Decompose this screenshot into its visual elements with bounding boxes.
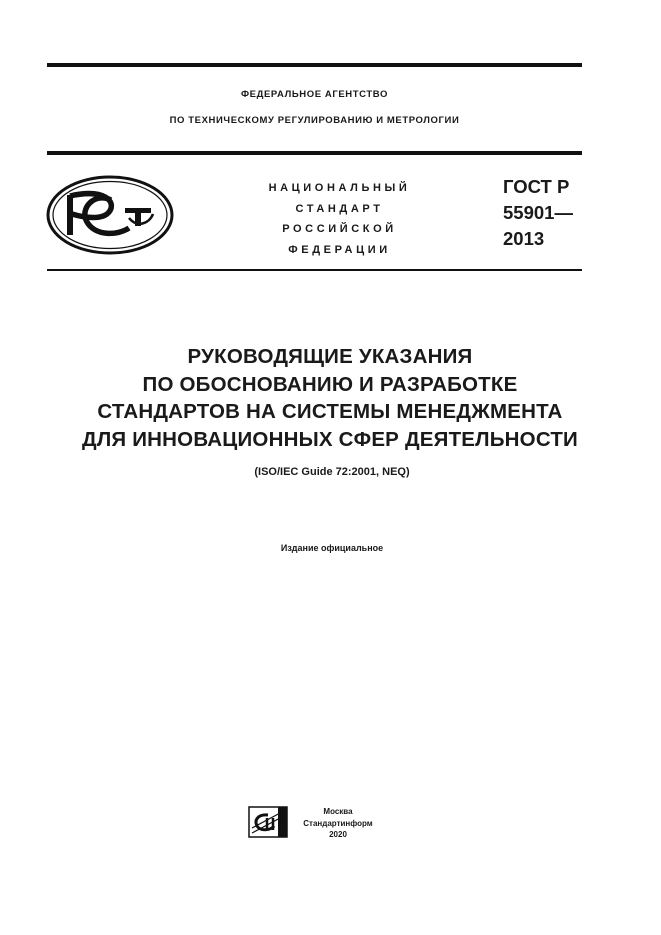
title-line-2: ПО ОБОСНОВАНИЮ И РАЗРАБОТКЕ [142,372,518,396]
top-rule [47,63,582,67]
publisher-name: Стандартинформ [303,818,373,828]
agency-name-line-2: ПО ТЕХНИЧЕСКОМУ РЕГУЛИРОВАНИЮ И МЕТРОЛОГИИ [169,115,460,126]
edition-label: Издание официальное [280,543,384,553]
national-line-4: ФЕДЕРАЦИИ [288,243,391,256]
gost-designation [503,174,573,252]
standard-block-rule [47,269,582,271]
gost-line-3: 2013 [503,228,545,249]
document-title [20,343,640,453]
rst-certification-mark-icon [45,174,175,256]
standartinform-logo-icon [248,806,288,838]
publisher-block [295,806,381,841]
national-line-2: СТАНДАРТ [295,202,384,215]
agency-name-line-1: ФЕДЕРАЛЬНОЕ АГЕНТСТВО [240,89,389,100]
national-line-3: РОССИЙСКОЙ [282,223,397,235]
title-line-4: ДЛЯ ИННОВАЦИОННЫХ СФЕР ДЕЯТЕЛЬНОСТИ [82,427,578,451]
publisher-city: Москва [323,807,353,816]
gost-line-2: 55901— [503,202,573,223]
iso-reference: (ISO/IEC Guide 72:2001, NEQ) [254,466,410,478]
gost-line-1: ГОСТ Р [503,176,570,197]
title-line-1: РУКОВОДЯЩИЕ УКАЗАНИЯ [187,345,473,368]
header-rule [47,151,582,155]
national-standard-label [232,178,447,260]
publisher-year: 2020 [329,830,347,839]
title-line-3: СТАНДАРТОВ НА СИСТЕМЫ МЕНЕДЖМЕНТА [97,400,563,423]
national-line-1: НАЦИОНАЛЬНЫЙ [268,182,411,194]
